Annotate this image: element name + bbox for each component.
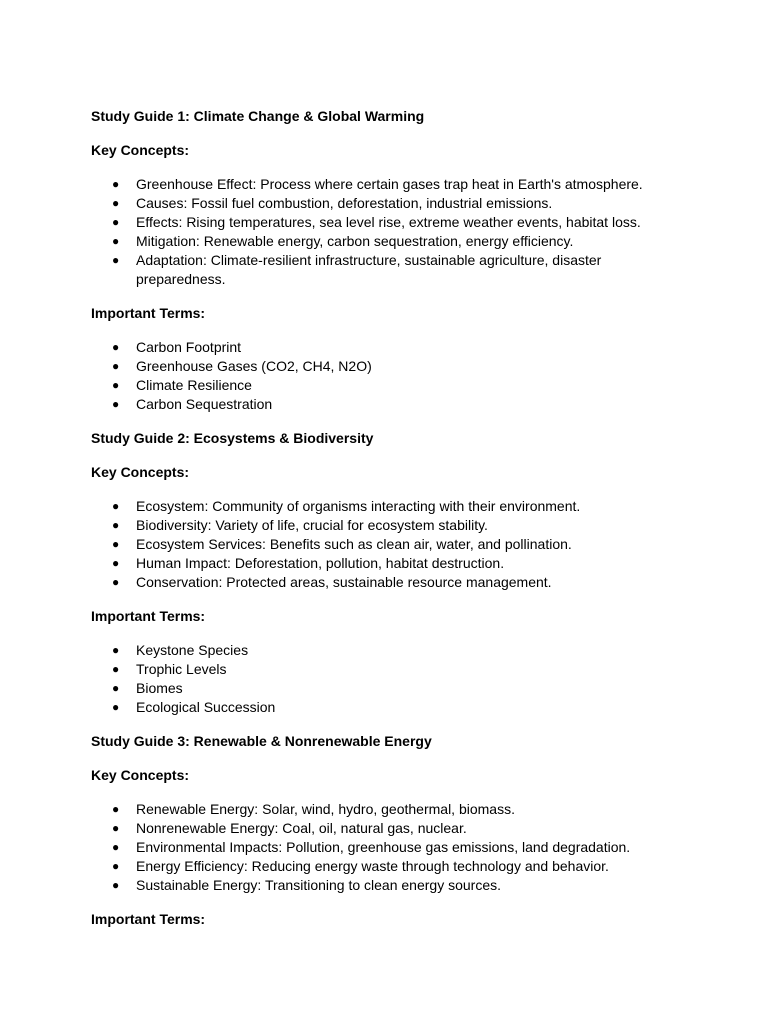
list-item — [91, 876, 656, 895]
list-item — [91, 357, 656, 376]
bullet-icon: ● — [112, 253, 120, 267]
list-item-text: Climate Resilience — [136, 377, 252, 393]
list-item — [91, 698, 656, 717]
list-item-text: Renewable Energy: Solar, wind, hydro, geothermal, biomass. — [136, 801, 515, 817]
key-concepts-label: Key Concepts: — [91, 464, 190, 480]
list-item — [91, 660, 656, 679]
list-item-text: Sustainable Energy: Transitioning to clean energy sources. — [136, 877, 501, 893]
list-item — [91, 857, 656, 876]
bullet-icon: ● — [112, 681, 120, 695]
important-terms-list — [91, 641, 691, 717]
list-item-text: Nonrenewable Energy: Coal, oil, natural gas, nuclear. — [136, 820, 467, 836]
important-terms-label: Important Terms: — [91, 608, 206, 624]
bullet-icon: ● — [112, 499, 120, 513]
bullet-icon: ● — [112, 359, 120, 373]
key-concepts-list — [91, 800, 691, 895]
bullet-icon: ● — [112, 700, 120, 714]
list-item — [91, 516, 656, 535]
bullet-icon: ● — [112, 575, 120, 589]
list-item-text: Environmental Impacts: Pollution, greenhouse gas emissions, land degradation. — [136, 839, 631, 855]
bullet-icon: ● — [112, 537, 120, 551]
list-item — [91, 535, 656, 554]
important-terms-label: Important Terms: — [91, 911, 206, 927]
study-guide-title: Study Guide 2: Ecosystems & Biodiversity — [91, 430, 374, 446]
list-item — [91, 679, 656, 698]
bullet-icon: ● — [112, 234, 120, 248]
list-item-text: Mitigation: Renewable energy, carbon sequestration, energy efficiency. — [136, 233, 574, 249]
bullet-icon: ● — [112, 397, 120, 411]
list-item — [91, 376, 656, 395]
key-concepts-list — [91, 175, 691, 289]
study-guide-3 — [91, 732, 691, 929]
bullet-icon: ● — [112, 840, 120, 854]
bullet-icon: ● — [112, 196, 120, 210]
list-item — [91, 251, 656, 289]
bullet-icon: ● — [112, 518, 120, 532]
list-item-text: Greenhouse Effect: Process where certain gases trap heat in Earth's atmosphere. — [136, 176, 643, 192]
list-item — [91, 573, 656, 592]
important-terms-list — [91, 338, 691, 414]
bullet-icon: ● — [112, 821, 120, 835]
list-item — [91, 838, 656, 857]
list-item-text: Adaptation: Climate-resilient infrastructure, sustainable agriculture, disaster preparedness. — [136, 252, 602, 287]
list-item-text: Trophic Levels — [136, 661, 227, 677]
list-item — [91, 641, 656, 660]
key-concepts-label: Key Concepts: — [91, 767, 190, 783]
bullet-icon: ● — [112, 215, 120, 229]
list-item — [91, 497, 656, 516]
list-item — [91, 819, 656, 838]
list-item-text: Conservation: Protected areas, sustainable resource management. — [136, 574, 552, 590]
document-page — [91, 107, 691, 929]
list-item-text: Biomes — [136, 680, 183, 696]
important-terms-label: Important Terms: — [91, 305, 206, 321]
list-item — [91, 800, 656, 819]
list-item-text: Ecosystem: Community of organisms interacting with their environment. — [136, 498, 581, 514]
list-item-text: Ecological Succession — [136, 699, 276, 715]
list-item — [91, 194, 656, 213]
bullet-icon: ● — [112, 340, 120, 354]
list-item-text: Carbon Footprint — [136, 339, 242, 355]
list-item — [91, 395, 656, 414]
bullet-icon: ● — [112, 878, 120, 892]
list-item-text: Effects: Rising temperatures, sea level rise, extreme weather events, habitat loss. — [136, 214, 641, 230]
study-guide-title: Study Guide 1: Climate Change & Global Warming — [91, 108, 425, 124]
list-item-text: Greenhouse Gases (CO2, CH4, N2O) — [136, 358, 372, 374]
list-item — [91, 232, 656, 251]
study-guide-2 — [91, 429, 691, 717]
list-item — [91, 175, 656, 194]
bullet-icon: ● — [112, 177, 120, 191]
bullet-icon: ● — [112, 859, 120, 873]
bullet-icon: ● — [112, 643, 120, 657]
bullet-icon: ● — [112, 556, 120, 570]
key-concepts-label: Key Concepts: — [91, 142, 190, 158]
list-item-text: Carbon Sequestration — [136, 396, 273, 412]
list-item — [91, 338, 656, 357]
list-item-text: Human Impact: Deforestation, pollution, habitat destruction. — [136, 555, 505, 571]
list-item-text: Energy Efficiency: Reducing energy waste through technology and behavior. — [136, 858, 609, 874]
study-guide-title: Study Guide 3: Renewable & Nonrenewable Energy — [91, 733, 432, 749]
bullet-icon: ● — [112, 662, 120, 676]
bullet-icon: ● — [112, 378, 120, 392]
list-item-text: Keystone Species — [136, 642, 249, 658]
study-guide-1 — [91, 107, 691, 414]
list-item — [91, 554, 656, 573]
list-item — [91, 213, 656, 232]
list-item-text: Ecosystem Services: Benefits such as clean air, water, and pollination. — [136, 536, 572, 552]
list-item-text: Causes: Fossil fuel combustion, deforestation, industrial emissions. — [136, 195, 553, 211]
key-concepts-list — [91, 497, 691, 592]
list-item-text: Biodiversity: Variety of life, crucial for ecosystem stability. — [136, 517, 488, 533]
bullet-icon: ● — [112, 802, 120, 816]
